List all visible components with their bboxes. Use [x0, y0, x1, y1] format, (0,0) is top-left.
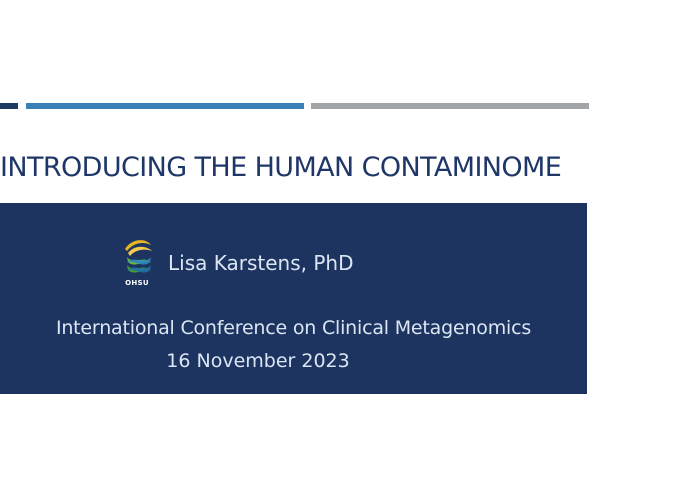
accent-bar-navy — [0, 103, 18, 109]
accent-bar-gray — [311, 103, 589, 109]
logo-text: OHSU — [125, 279, 149, 287]
presenter-name: Lisa Karstens, PhD — [168, 251, 354, 275]
presentation-date: 16 November 2023 — [166, 350, 350, 372]
conference-name: International Conference on Clinical Metagenomics — [55, 317, 532, 339]
slide-title: INTRODUCING THE HUMAN CONTAMINOME — [0, 152, 562, 183]
accent-bar-blue — [26, 103, 304, 109]
